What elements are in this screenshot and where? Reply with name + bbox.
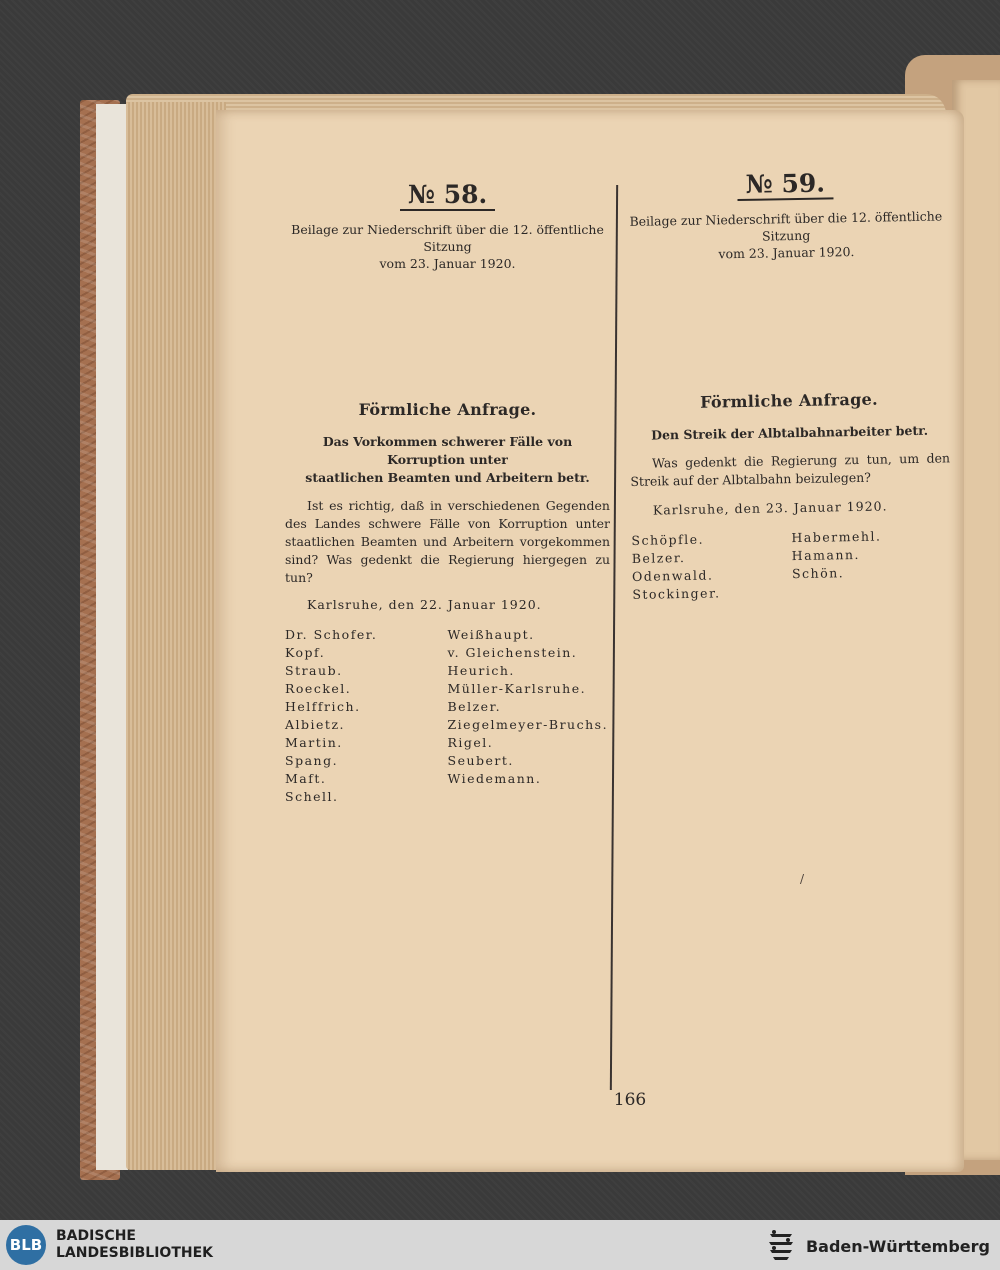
signatory: Ziegelmeyer-Bruchs. (447, 717, 609, 732)
signatory: Wiedemann. (447, 771, 542, 786)
signatory: Spang. (285, 753, 339, 768)
library-name: BADISCHE LANDESBIBLIOTHEK (56, 1228, 214, 1261)
signatory: Kopf. (285, 645, 326, 660)
signatory: Müller-Karlsruhe. (447, 681, 587, 696)
inquiry-body: Was gedenkt die Regierung zu tun, um den Streik auf der Albtalbahn beizulegen? (630, 450, 951, 489)
signatory: Seubert. (447, 753, 514, 768)
signatory: Belzer. (447, 699, 502, 714)
signatory: Schell. (285, 789, 339, 804)
document-59 (625, 166, 952, 604)
signatory: Dr. Schofer. (285, 627, 378, 642)
signatory: Stockinger. (632, 585, 721, 602)
page-number: 166 (613, 1090, 647, 1110)
signatory: Hamann. (791, 546, 861, 564)
signatory: Straub. (285, 663, 343, 678)
signatory: Weißhaupt. (447, 627, 535, 642)
state-logo[interactable] (766, 1228, 990, 1264)
coat-of-arms-icon (766, 1228, 796, 1264)
page-stack-left (126, 102, 226, 1170)
signatory: Maft. (285, 771, 327, 786)
signatories-col-2 (448, 626, 611, 806)
document-number: № 59. (737, 168, 833, 201)
document-number: № 58. (400, 180, 495, 211)
signatory: Odenwald. (631, 567, 714, 584)
signatory: Albietz. (285, 717, 346, 732)
signatory: Habermehl. (791, 528, 882, 546)
signatories-col-1 (631, 529, 792, 604)
signatory: Belzer. (631, 550, 686, 566)
signatories (631, 526, 952, 604)
signatories-col-1 (285, 626, 448, 806)
signatory: Heurich. (447, 663, 515, 678)
blb-logo[interactable]: BLB (6, 1225, 46, 1265)
beilage-note: Beilage zur Niederschrift über die 12. öffentliche Sitzung vom 23. Januar 1920. (629, 208, 943, 262)
signatories-col-2 (791, 526, 952, 601)
stray-mark: / (800, 872, 805, 886)
endpaper (96, 104, 128, 1170)
inquiry-body: Ist es richtig, daß in verschiedenen Gegenden des Landes schwere Fälle von Korruption unter staatlichen Beamten und Arbeitern vorgekommen sind? Was gedenkt die Regierung hiergegen zu tun? (285, 498, 610, 585)
inquiry-heading: Förmliche Anfrage. (358, 400, 537, 419)
signatory: Schöpfle. (631, 531, 705, 548)
place-date: Karlsruhe, den 23. Januar 1920. (652, 498, 888, 518)
signatory: Rigel. (447, 735, 494, 750)
signatory: v. Gleichenstein. (447, 645, 578, 660)
document-58 (285, 180, 610, 806)
state-name: Baden-Württemberg (805, 1236, 990, 1256)
footer-bar (0, 1220, 1000, 1270)
signatories (285, 626, 610, 806)
signatory: Roeckel. (285, 681, 352, 696)
place-date: Karlsruhe, den 22. Januar 1920. (307, 597, 542, 612)
inquiry-subject: Das Vorkommen schwerer Fälle von Korruption unter staatlichen Beamten und Arbeitern betr. (305, 434, 590, 485)
inquiry-heading: Förmliche Anfrage. (699, 389, 879, 412)
signatory: Helffrich. (285, 699, 361, 714)
inquiry-subject: Den Streik der Albtalbahnarbeiter betr. (651, 422, 929, 443)
beilage-note: Beilage zur Niederschrift über die 12. öffentliche Sitzung vom 23. Januar 1920. (291, 222, 604, 271)
signatory: Schön. (791, 565, 845, 582)
signatory: Martin. (285, 735, 343, 750)
